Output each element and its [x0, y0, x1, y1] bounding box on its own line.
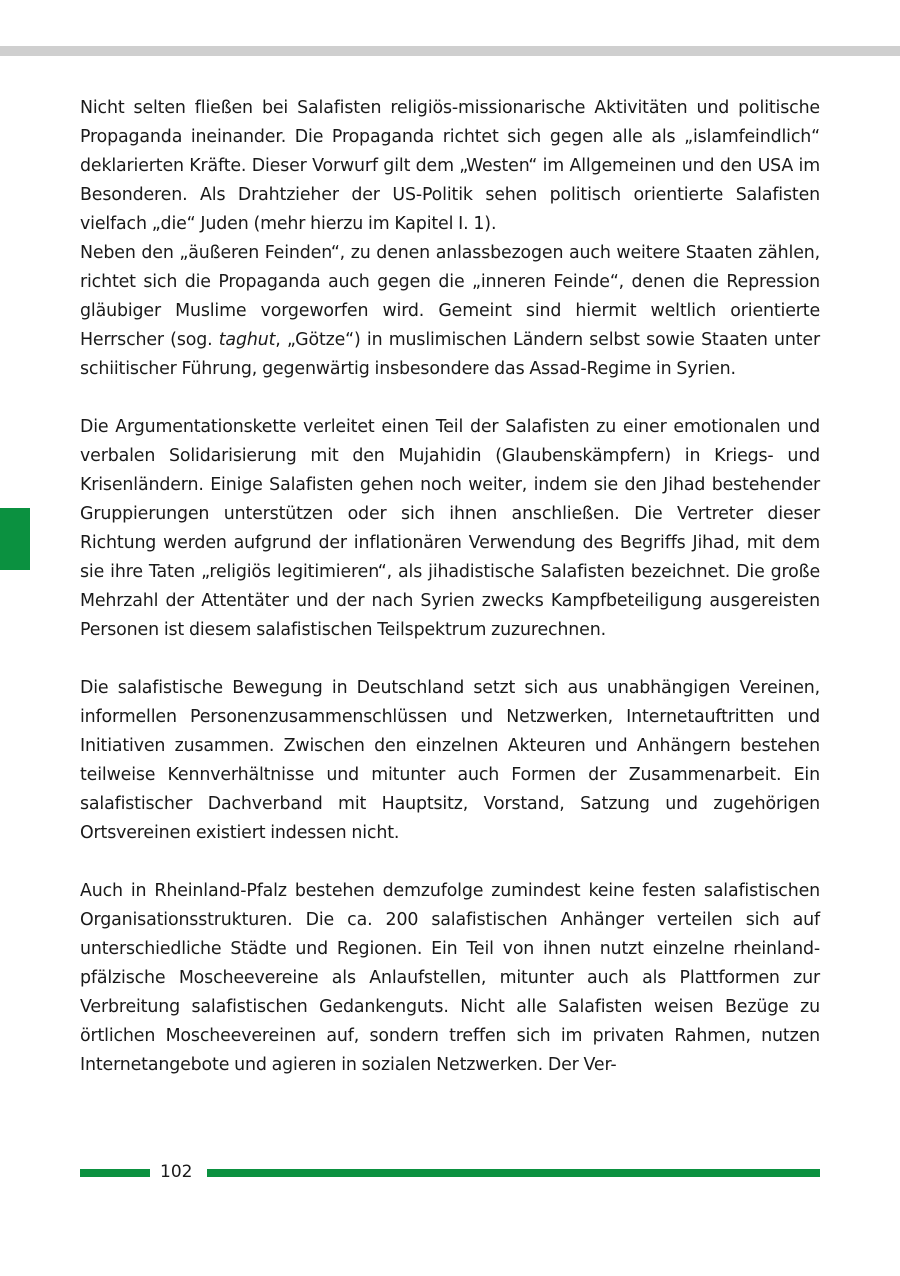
- paragraph-propaganda-part1: Nicht selten fließen bei Salafisten religiös-missionarische Aktivitäten und politische Propaganda ineinander. Die Propaganda richtet sich gegen alle als „islamfeindlich“ deklarierten Kräfte. Dieser Vorwurf gilt dem „Westen“ im Allgemeinen und den USA im Besonderen. Als Drahtzieher der US-Politik sehen politisch orientierte Salafisten vielfach „die“ Juden (mehr hierzu im Kapitel I. 1).: [80, 98, 820, 234]
- page-body: [80, 94, 820, 1080]
- paragraph-jihadist: Die Argumentationskette verleitet einen Teil der Salafisten zu einer emotionalen und verbalen Solidarisierung mit den Mujahidin (Glaubenskämpfern) in Kriegs- und Krisenländern. Einige Salafisten gehen noch weiter, indem sie den Jihad bestehender Gruppierungen unterstützen oder sich ihnen anschließen. Die Vertreter dieser Richtung werden aufgrund der inflationären Verwendung des Begriffs Jihad, mit dem sie ihre Taten „religiös legitimieren“, als jihadistische Salafisten bezeichnet. Die große Mehrzahl der Attentäter und der nach Syrien zwecks Kampfbeteiligung ausgereisten Personen ist diesem salafistischen Teilspektrum zuzurechnen.: [80, 417, 820, 640]
- page-number: 102: [160, 1162, 193, 1182]
- footer-bar-left: [80, 1169, 150, 1177]
- paragraph-propaganda: [80, 94, 820, 384]
- chapter-marker-tab: [0, 508, 30, 570]
- taghut-term: taghut: [218, 330, 276, 350]
- header-rule: [0, 46, 900, 56]
- paragraph-movement-germany: Die salafistische Bewegung in Deutschland setzt sich aus unabhängigen Vereinen, informellen Personenzusammenschlüssen und Netzwerken, Internetauftritten und Initiativen zusammen. Zwischen den einzelnen Akteuren und Anhängern bestehen teilweise Kennverhältnisse und mitunter auch Formen der Zusammenarbeit. Ein salafistischer Dachverband mit Hauptsitz, Vorstand, Satzung und zugehörigen Ortsvereinen existiert indessen nicht.: [80, 678, 820, 843]
- paragraph-rheinland-pfalz: Auch in Rheinland-Pfalz bestehen demzufolge zumindest keine festen salafistischen Organisationsstrukturen. Die ca. 200 salafistischen Anhänger verteilen sich auf unterschiedliche Städte und Regionen. Ein Teil von ihnen nutzt einzelne rheinland-pfälzische Moscheevereine als Anlaufstellen, mitunter auch als Plattformen zur Verbreitung salafistischen Gedankenguts. Nicht alle Salafisten weisen Bezüge zu örtlichen Moscheevereinen auf, sondern treffen sich im privaten Rahmen, nutzen Internetangebote und agieren in sozialen Netzwerken. Der Ver-: [80, 881, 820, 1075]
- paragraph-propaganda-part2-end: , „Götze“) in muslimischen Ländern selbst sowie Staaten unter schiitischer Führung, gegenwärtig insbesondere das Assad-Regime in Syrien.: [80, 330, 820, 379]
- footer-bar-right: [207, 1169, 820, 1177]
- paragraph-propaganda-part2-start: Neben den „äußeren Feinden“, zu denen anlassbezogen auch weitere Staaten zählen, richtet sich die Propaganda auch gegen die „inneren Feinde“, denen die Repression gläubiger Muslime vorgeworfen wird. Gemeint sind hiermit weltlich orientierte Herrscher (sog.: [80, 243, 820, 350]
